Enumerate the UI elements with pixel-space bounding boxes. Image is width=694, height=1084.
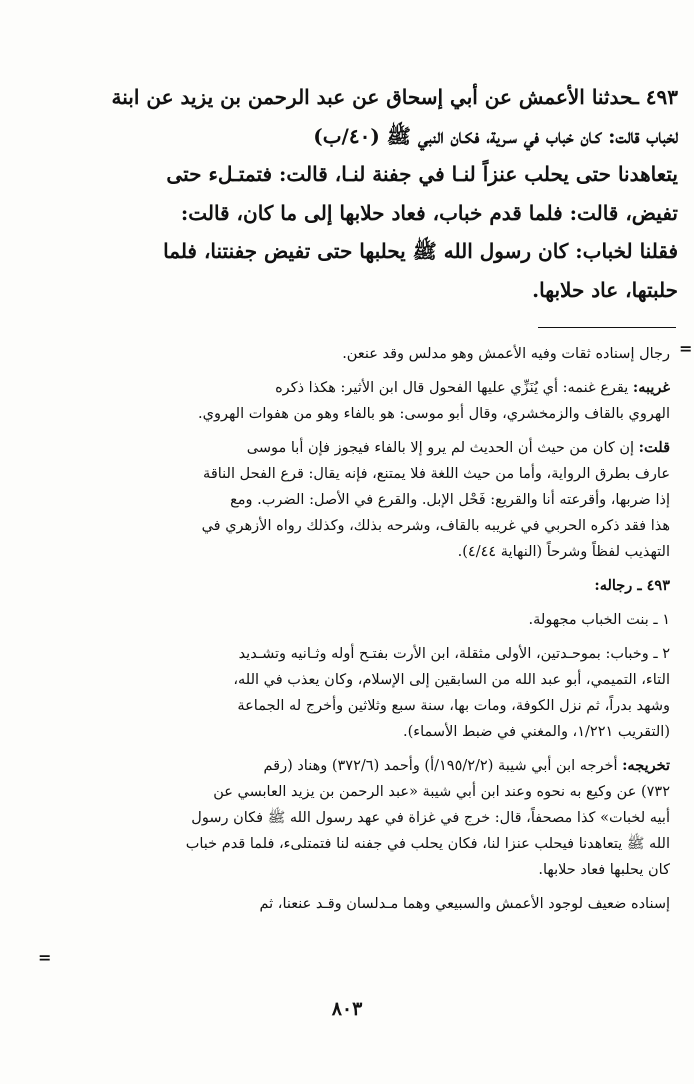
narrator-1: ١ ـ بنت الخباب مجهولة.	[528, 612, 670, 628]
hadith-line-5: فقلنا لخباب: كان رسول الله ﷺ يحلبها حتى تفيض جفنتنا، فلما	[163, 239, 678, 263]
hadith-line-3: يتعاهدنا حتى يحلب عنزاً لنـا في جفنة لنـا، قالت: فتمتـلء حتى	[166, 162, 678, 186]
takhreej-label: تخريجه:	[622, 757, 670, 774]
footnote-divider	[538, 327, 676, 328]
continuation-mark-top: =	[679, 339, 693, 358]
hadith-line-6: حلبتها، عاد حلابها.	[532, 277, 678, 302]
isnad-note: إسناده ضعيف لوجود الأعمش والسبيعي وهما مـدلسان وقـد عنعنا، ثم	[259, 896, 670, 912]
hadith-number: ٤٩٣ ـ	[632, 85, 678, 109]
hadith-line-2: لخباب قالت: كـان خباب في سـرية، فكـان النبي ﷺ (٤٠/ب)	[313, 123, 678, 148]
qult-note: قلت: إن كان من حيث أن الحديث لم يرو إلا بالفاء فيجوز فإن أبا موسى عارف بطرق الرواية، وأما من حيث اللغة فلا يمتنع، فإنه يقال: قرع الفحل الناقة إذا ضربها، وأقرعته أنا والقريع: فَحْل الإبل. والقرع في الأصل: الضرب. ومع هذا فقد ذكره الحربي في غريبه بالقاف، وشرحه بذلك، وكذلك رواه الأزهري في التهذيب لفظاً وشرحاً (النهاية ٤/٤٤).	[201, 439, 670, 560]
hadith-line-4: تفيض، قالت: فلما قدم خباب، فعاد حلابها إلى ما كان، قالت:	[180, 200, 678, 225]
ghareeb-label: غريبه:	[632, 379, 670, 396]
takhreej-note: تخريجه: أخرجه ابن أبي شيبة (١٩٥/٢/٢/أ) وأحمد (٣٧٢/٦) وهناد (رقم ٧٣٢) عن وكيع به نحوه وعند ابن أبي شيبة «عبد الرحمن بن يزيد العابسي عن أبيه لخبات» كذا مصحفاً، قال: خرج في غزاة في عهد رسول الله ﷺ فكان رسول الله ﷺ يتعاهدنا فيحلب عنزا لنا، فكان يحلب في جفنه لنا فتمتلىء، فلما قدم خباب كان يحلبها فعاد حلابها.	[185, 757, 670, 878]
rijal-note: رجال إسناده ثقات وفيه الأعمش وهو مدلس وقد عنعن.	[342, 346, 670, 362]
page-number: ٨٠٣	[331, 998, 363, 1020]
hadith-line-1: ٤٩٣ ـحدثنا الأعمش عن أبي إسحاق عن عبد الرحمن بن يزيد عن ابنة	[111, 85, 678, 109]
continuation-mark-bottom: =	[38, 948, 52, 967]
rijal-heading: ٤٩٣ ـ رجاله:	[594, 577, 670, 594]
ghareeb-note: غريبه: يقرع غنمه: أي يُنَزِّي عليها الفحول قال ابن الأثير: هكذا ذكره الهروي بالقاف والزمخشري، وقال أبو موسى: هو بالفاء وهو من هفوات الهروي.	[198, 379, 670, 422]
footnotes	[94, 341, 670, 925]
qult-label: قلت:	[638, 439, 670, 456]
hadith-text	[92, 78, 678, 309]
narrator-2: ٢ ـ وخباب: بموحـدتين، الأولى مثقلة، ابن الأرت بفتـح أوله وثـانيه وتشـديد التاء، التميمي، أبو عبد الله من السابقين إلى الإسلام، وكان يعذب في الله، وشهد بدراً، ثم نزل الكوفة، ومات بها، سنة سبع وثلاثين وأخرج له الجماعة (التقريب ١/٢٢١، والمغني في ضبط الأسماء).	[233, 646, 670, 740]
